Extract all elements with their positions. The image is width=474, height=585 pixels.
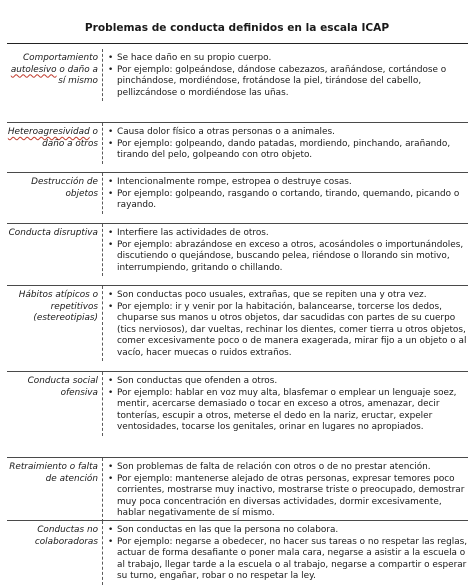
definition-item: • Se hace daño en su propio cuerpo.: [108, 53, 468, 65]
table-row: [7, 371, 468, 457]
row-term: Conducta social ofensiva: [27, 376, 98, 398]
definition-item: • Causa dolor físico a otras personas o a animales.: [108, 127, 468, 139]
row-term: Hábitos atípicos o repetitivos (estereotipias): [18, 290, 98, 323]
table-row: [7, 122, 468, 172]
table-row: [7, 223, 468, 285]
row-definitions: [102, 173, 468, 214]
row-term: [7, 49, 102, 88]
definition-item: • Interfiere las actividades de otros.: [108, 228, 468, 240]
behavior-table: [7, 49, 468, 581]
example-item: • Por ejemplo: abrazándose en exceso a otros, acosándoles o importunándoles, discutiendo o quejándose, buscando pelea, riéndose o llorando sin motivo, interrumpiendo, gritando o chillando.: [108, 240, 468, 275]
term-text: Comportamiento: [22, 53, 98, 63]
row-definitions: [102, 521, 468, 585]
row-definitions: [102, 286, 468, 361]
definition-item: • Son conductas en las que la persona no colabora.: [108, 525, 468, 537]
definition-item: • Intencionalmente rompe, estropea o destruye cosas.: [108, 177, 468, 189]
row-term: Retraimiento o falta de atención: [9, 462, 98, 484]
row-term: Conducta disruptiva: [8, 228, 98, 238]
term-text: o daño a otros: [42, 127, 98, 149]
definition-item: • Son conductas que ofenden a otros.: [108, 376, 468, 388]
table-row: [7, 457, 468, 520]
row-definitions: [102, 458, 468, 522]
row-term: [7, 123, 102, 150]
row-definitions: [102, 49, 468, 101]
example-item: • Por ejemplo: mantenerse alejado de otras personas, expresar temores poco corrientes, mostrarse muy inactivo, mostrarse triste o preocupado, demostrar muy poca concentración en diversas actividades, dormir excesivamente, hablar negativamente de sí mismo.: [108, 474, 468, 520]
term-text: o daño a sí mismo: [56, 64, 98, 86]
document-title: Problemas de conducta definidos en la escala ICAP: [84, 22, 390, 34]
example-item: • Por ejemplo: golpeando, dando patadas, mordiendo, pinchando, arañando, tirando del pelo, golpeando con otro objeto.: [108, 139, 468, 162]
table-row: [7, 49, 468, 122]
row-definitions: [102, 224, 468, 276]
term-text-misspelled: autolesivo: [10, 64, 57, 75]
row-definitions: [102, 123, 468, 164]
example-item: • Por ejemplo: golpeando, rasgando o cortando, tirando, quemando, picando o rayando.: [108, 189, 468, 212]
title-rule: [7, 43, 468, 44]
definition-item: • Son conductas poco usuales, extrañas, que se repiten una y otra vez.: [108, 290, 468, 302]
table-row: [7, 520, 468, 581]
example-item: • Por ejemplo: negarse a obedecer, no hacer sus tareas o no respetar las reglas, actuar de forma desafiante o poner mala cara, negarse a asistir a la escuela o al trabajo, llegar tarde a la escuela o al trabajo, negarse a compartir o esperar su turno, engañar, robar o no respetar la ley.: [108, 537, 468, 583]
term-text-misspelled: Heteroagresividad: [7, 127, 90, 137]
table-row: [7, 172, 468, 223]
row-term: Destrucción de objetos: [31, 177, 98, 199]
definition-item: • Son problemas de falta de relación con otros o de no prestar atención.: [108, 462, 468, 474]
example-item: • Por ejemplo: hablar en voz muy alta, blasfemar o emplear un lenguaje soez, mentir, acercarse demasiado o tocar en exceso a otros, amenazar, decir tonterías, escupir a otros, meterse el dedo en la nariz, eructar, expeler ventosidades, tocarse los genitales, orinar en lugares no apropiados.: [108, 388, 468, 434]
row-definitions: [102, 372, 468, 436]
table-row: [7, 285, 468, 371]
example-item: • Por ejemplo: golpeándose, dándose cabezazos, arañándose, cortándose o pinchándose, mordiéndose, frotándose la piel, tirándose del cabello, pellizcándose o mordiéndose las uñas.: [108, 65, 468, 100]
row-term: Conductas no colaboradoras: [34, 525, 98, 547]
example-item: • Por ejemplo: ir y venir por la habitación, balancearse, torcerse los dedos, chuparse sus manos u otros objetos, dar sacudidas con partes de su cuerpo (tics nerviosos), dar vueltas, rechinar los dientes, comer tierra u otros objetos, comer excesivamente poco o de manera exagerada, mirar fijo a un objeto o al vacío, hacer muecas o ruidos extraños.: [108, 302, 468, 360]
